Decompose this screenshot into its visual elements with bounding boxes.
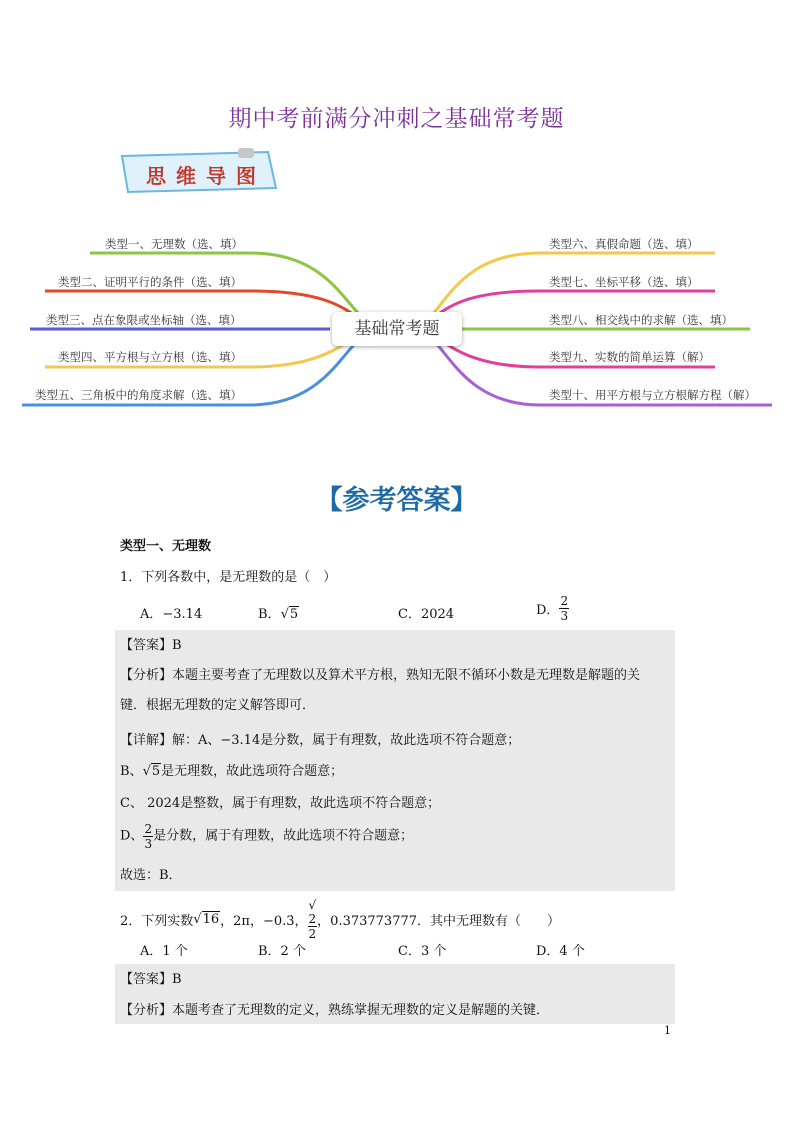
q1-detail-b-radicand: 5 <box>151 764 161 779</box>
sqrt-symbol: √5 <box>142 764 161 779</box>
q2-answer: 【答案】B <box>120 972 182 987</box>
q1-detail-b-text: 是无理数，故此选项符合题意； <box>161 764 344 779</box>
q1-detail-d-fraction <box>143 822 153 851</box>
q1-option-c <box>398 603 454 622</box>
fraction-numerator: 2 <box>144 822 153 836</box>
q2-radicand-16: 16 <box>202 912 220 927</box>
q2-analysis: 【分析】本题考查了无理数的定义，熟练掌握无理数的定义是解题的关键． <box>120 1003 550 1018</box>
mindmap-branch-right-8: 类型八、相交线中的求解（选、填） <box>549 313 733 327</box>
q1-option-b-label: B． <box>258 607 281 622</box>
mindmap-branch-right-9: 类型九、实数的简单运算（解） <box>549 350 710 364</box>
fraction-denominator: 2 <box>308 927 317 941</box>
mindmap-branch-left-1: 类型一、无理数（选、填） <box>105 237 243 251</box>
mindmap-center: 基础常考题 <box>332 312 462 346</box>
q1-option-d-label: D． <box>536 603 560 618</box>
q1-option-a-value: −3.14 <box>162 607 203 622</box>
q1-option-c-value: 2024 <box>420 607 455 622</box>
q2-option-b: B．2 个 <box>258 944 306 959</box>
sqrt-symbol: √5 <box>280 607 299 622</box>
q1-detail-d-prefix: D、 <box>120 828 144 844</box>
q1-detail-b <box>120 762 343 782</box>
answer-heading: 【参考答案】 <box>315 485 478 516</box>
mindmap-branch-left-4: 类型四、平方根与立方根（选、填） <box>58 350 242 364</box>
q1-stem: 1．下列各数中，是无理数的是（ ） <box>120 570 337 585</box>
q2-stem <box>120 898 560 941</box>
document-title: 期中考前满分冲刺之基础常考题 <box>228 106 565 132</box>
mindmap-branch-right-6: 类型六、真假命题（选、填） <box>549 237 699 251</box>
fraction-denominator: 3 <box>560 609 569 623</box>
q1-detail-d-text: 是分数，属于有理数，故此选项不符合题意； <box>153 828 414 844</box>
q1-detail-d <box>120 822 413 851</box>
mindmap-branch-left-3: 类型三、点在象限或坐标轴（选、填） <box>46 313 242 327</box>
q1-option-d <box>536 594 569 623</box>
fraction-numerator: 2 <box>560 594 569 608</box>
q1-conclusion: 故选：B． <box>120 868 182 883</box>
q1-analysis-line1: 【分析】本题主要考查了无理数以及算术平方根，熟知无限不循环小数是无理数是解题的关 <box>120 668 641 683</box>
q2-option-a: A．1 个 <box>140 944 188 959</box>
q1-detail-b-prefix: B、 <box>120 764 143 779</box>
q1-option-b <box>258 603 299 622</box>
q1-option-c-label: C． <box>398 607 421 622</box>
q1-option-a <box>140 603 202 622</box>
fraction-denominator: 3 <box>144 837 153 851</box>
q2-option-d: D．4 个 <box>536 944 585 959</box>
mindmap-branch-right-7: 类型七、坐标平移（选、填） <box>549 275 699 289</box>
fraction-numerator: √ 2 <box>308 898 317 926</box>
q1-analysis-line2: 键．根据无理数的定义解答即可． <box>120 698 316 713</box>
mindmap-branch-left-2: 类型二、证明平行的条件（选、填） <box>58 275 242 289</box>
sqrt-symbol: √16 <box>193 912 220 927</box>
section-heading: 类型一、无理数 <box>120 539 212 554</box>
page-number: 1 <box>664 1024 671 1037</box>
q2-stem-suffix: ，0.373773777．其中无理数有（ ） <box>317 914 561 929</box>
q1-answer: 【答案】B <box>120 638 182 653</box>
q2-sqrt2-over-2 <box>308 898 318 941</box>
q1-option-b-radicand: 5 <box>289 607 299 622</box>
q1-detail-a: 【详解】解：A、−3.14是分数，属于有理数，故此选项不符合题意； <box>120 733 521 748</box>
q2-option-c: C．3 个 <box>398 944 447 959</box>
q2-fraction-radicand: 2 <box>308 912 317 926</box>
mindmap-tag: 思维导图 <box>146 164 266 188</box>
q1-detail-c: C、 2024是整数，属于有理数，故此选项不符合题意； <box>120 796 441 811</box>
q2-stem-prefix: 2．下列实数 <box>120 914 194 929</box>
mindmap-branch-left-5: 类型五、三角板中的角度求解（选、填） <box>35 388 242 402</box>
q1-option-a-label: A． <box>140 607 163 622</box>
q1-option-d-fraction <box>559 594 569 623</box>
q2-stem-middle: ，2π，−0.3̇， <box>220 914 308 929</box>
mindmap-branch-right-10: 类型十、用平方根与立方根解方程（解） <box>549 388 756 402</box>
